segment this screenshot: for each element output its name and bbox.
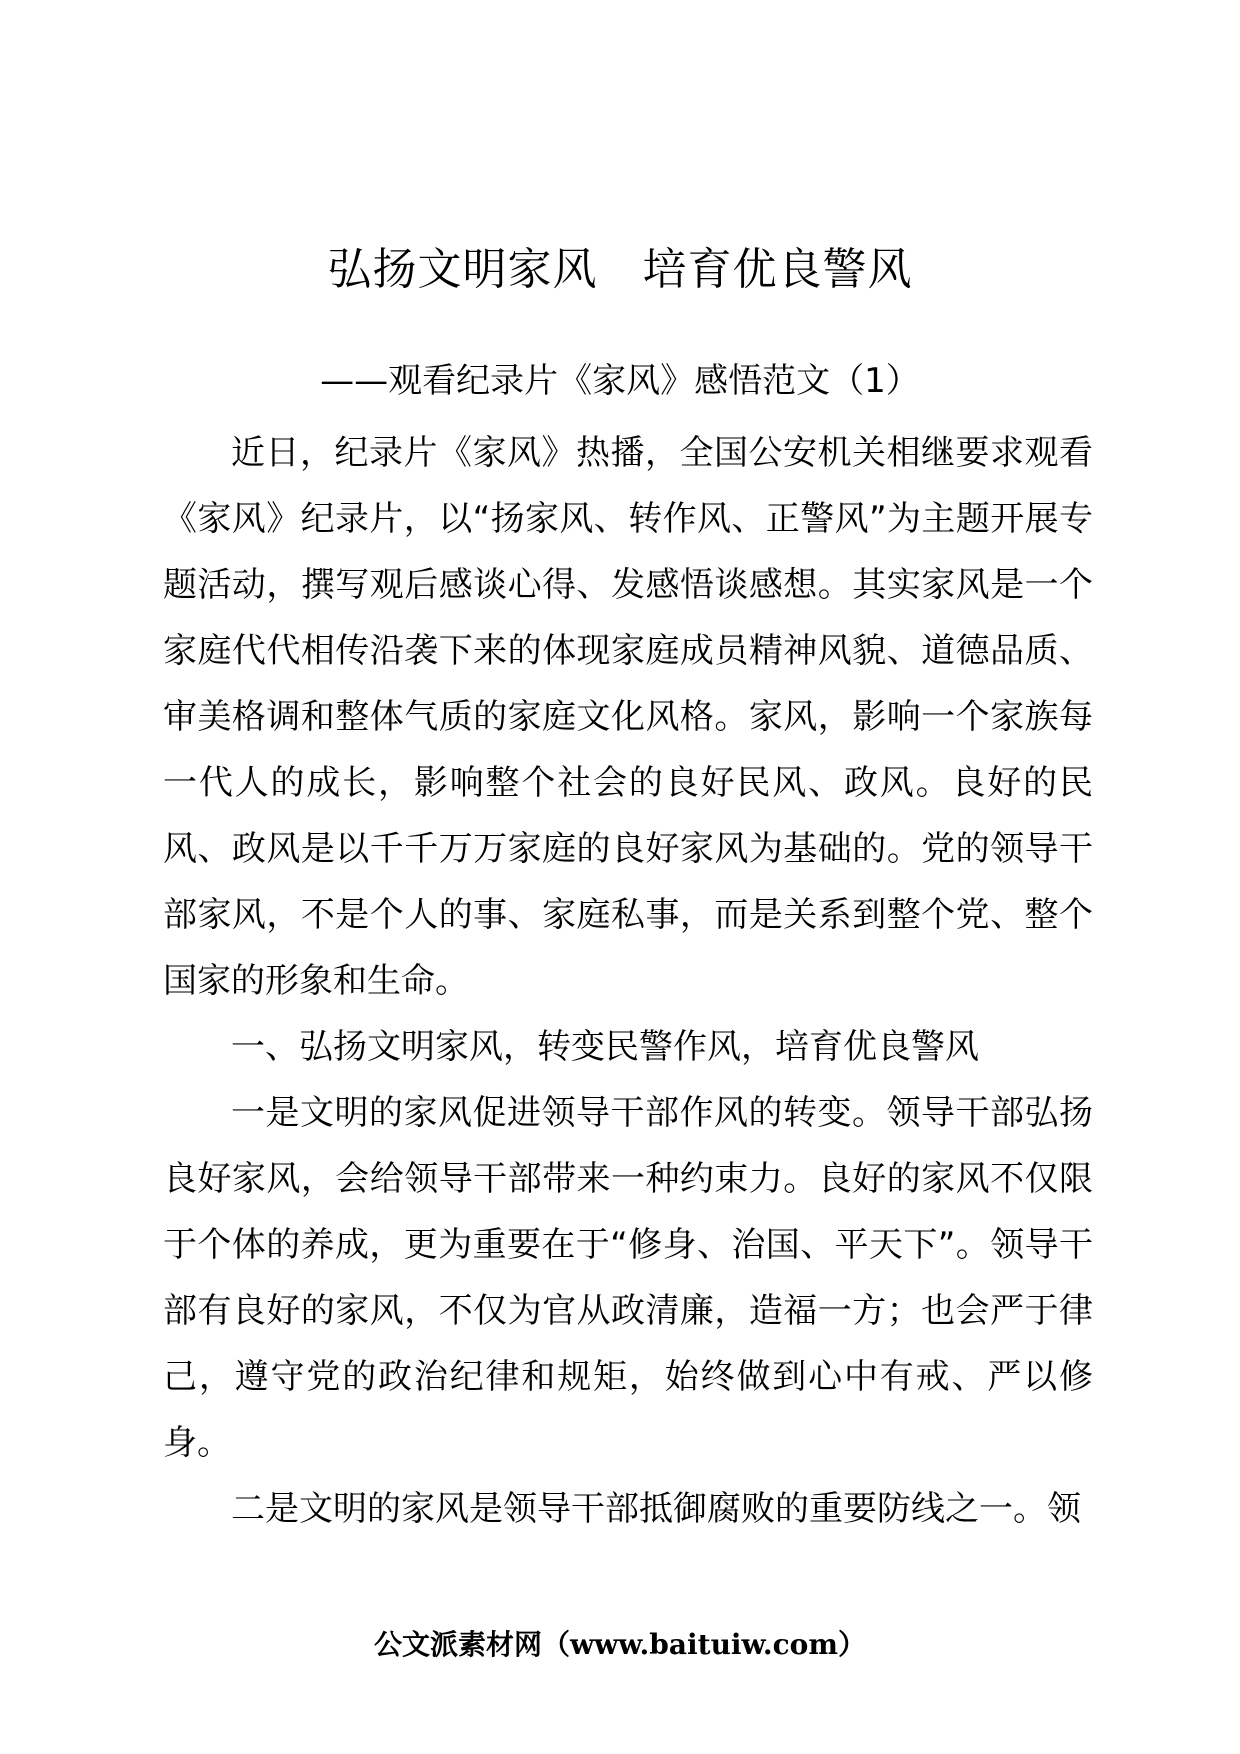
section-heading: 一、弘扬文明家风，转变民警作风，培育优良警风 bbox=[231, 1027, 979, 1067]
paragraph-point-two: 二是文明的家风是领导干部抵御腐败的重要防线之一。领 bbox=[231, 1489, 1081, 1529]
footer-watermark: 公文派素材网（www.baituiw.com） bbox=[374, 1628, 866, 1661]
paragraph-point-one: 一是文明的家风促进领导干部作风的转变。领导干部弘扬良好家风，会给领导干部带来一种约束力。良好的家风不仅限于个体的养成，更为重要在于“修身、治国、平天下”。领导干部有良好的家风，不仅为官从政清廉，造福一方；也会严于律己，遵守党的政治纪律和规矩，始终做到心中有戒、严以修身。 bbox=[163, 1093, 1093, 1463]
document-subtitle: ——观看纪录片《家风》感悟范文（1） bbox=[320, 361, 920, 401]
document-title: 弘扬文明家风 培育优良警风 bbox=[327, 244, 913, 295]
intro-paragraph: 近日，纪录片《家风》热播，全国公安机关相继要求观看《家风》纪录片，以“扬家风、转作风、正警风”为主题开展专题活动，撰写观后感谈心得、发感悟谈感想。其实家风是一个家庭代代相传沿袭下来的体现家庭成员精神风貌、道德品质、审美格调和整体气质的家庭文化风格。家风，影响一个家族每一代人的成长，影响整个社会的良好民风、政风。良好的民风、政风是以千千万万家庭的良好家风为基础的。党的领导干部家风，不是个人的事、家庭私事，而是关系到整个党、整个国家的形象和生命。 bbox=[163, 433, 1093, 1001]
document-body bbox=[163, 420, 1093, 1542]
